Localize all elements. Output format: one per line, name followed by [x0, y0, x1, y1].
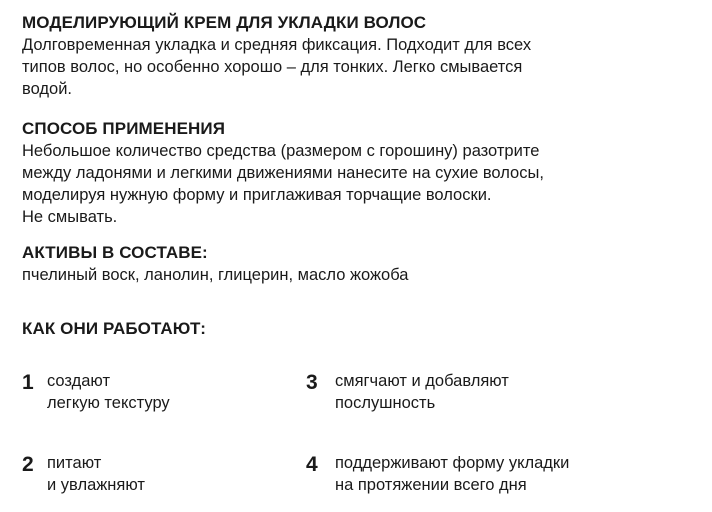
benefit-line: на протяжении всего дня: [335, 476, 527, 494]
benefit-line: и увлажняют: [47, 476, 145, 494]
benefit-line: легкую текстуру: [47, 394, 170, 412]
product-section: [22, 12, 686, 100]
benefit-number: 4: [306, 453, 318, 476]
benefit-line: питают: [47, 454, 102, 472]
benefit-text: [47, 370, 170, 414]
benefit-line: поддерживают форму укладки: [335, 454, 570, 472]
benefit-number: 1: [22, 371, 34, 394]
product-description: [22, 34, 686, 100]
how-section: [22, 318, 686, 340]
benefit-text: [335, 452, 569, 496]
description-line: водой.: [22, 80, 72, 98]
benefit-line: послушность: [335, 394, 436, 412]
benefit-item-3: [306, 370, 509, 414]
usage-line: Не смывать.: [22, 208, 118, 226]
usage-title: СПОСОБ ПРИМЕНЕНИЯ: [22, 119, 226, 138]
benefit-text: [47, 452, 145, 496]
usage-section: [22, 118, 686, 228]
actives-list: пчелиный воск, ланолин, глицерин, масло жожоба: [22, 266, 409, 284]
benefit-item-1: [22, 370, 170, 414]
benefit-text: [335, 370, 509, 414]
how-title: КАК ОНИ РАБОТАЮТ:: [22, 319, 206, 338]
usage-line: Небольшое количество средства (размером с горошину) разотрите: [22, 142, 540, 160]
benefit-number: 3: [306, 371, 318, 394]
usage-text: [22, 140, 686, 228]
actives-section: [22, 242, 686, 286]
benefit-item-4: [306, 452, 569, 496]
benefit-item-2: [22, 452, 145, 496]
benefit-number: 2: [22, 453, 34, 476]
benefit-line: создают: [47, 372, 111, 390]
description-line: Долговременная укладка и средняя фиксация. Подходит для всех: [22, 36, 532, 54]
benefit-line: смягчают и добавляют: [335, 372, 509, 390]
actives-title: АКТИВЫ В СОСТАВЕ:: [22, 243, 208, 262]
description-line: типов волос, но особенно хорошо – для тонких. Легко смывается: [22, 58, 523, 76]
usage-line: моделируя нужную форму и приглаживая торчащие волоски.: [22, 186, 492, 204]
usage-line: между ладонями и легкими движениями нанесите на сухие волосы,: [22, 164, 544, 182]
product-title: МОДЕЛИРУЮЩИЙ КРЕМ ДЛЯ УКЛАДКИ ВОЛОС: [22, 13, 427, 32]
